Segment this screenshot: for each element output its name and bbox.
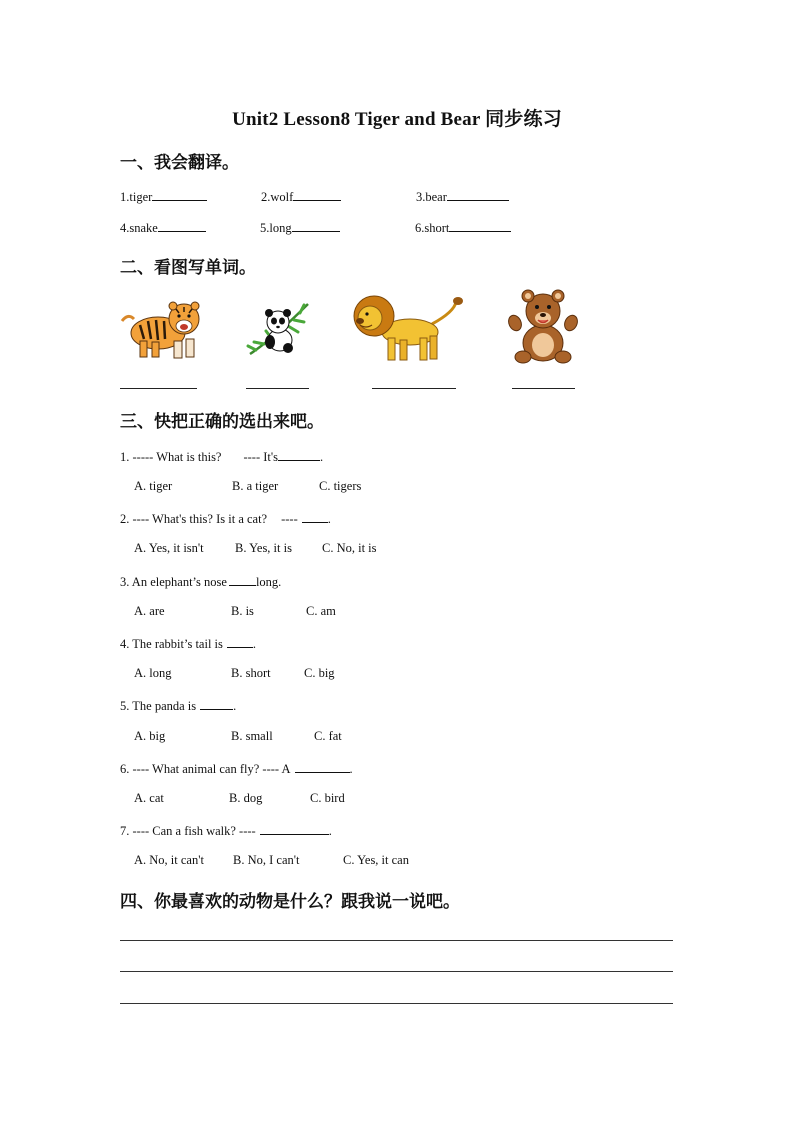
translate-item-4: 4.snake (120, 219, 206, 236)
option[interactable]: C. big (304, 666, 335, 680)
picture-answer-line-1[interactable] (120, 388, 197, 389)
section-1-heading: 一、我会翻译。 (120, 153, 239, 173)
option[interactable]: B. Yes, it is (235, 541, 292, 555)
option[interactable]: A. are (134, 604, 165, 618)
answer-blank[interactable] (278, 448, 320, 461)
writing-line-3[interactable] (120, 1003, 673, 1004)
writing-line-2[interactable] (120, 971, 673, 972)
option[interactable]: A. long (134, 666, 172, 680)
option[interactable]: A. cat (134, 791, 164, 805)
option[interactable]: A. big (134, 729, 166, 743)
option[interactable]: C. Yes, it can (343, 853, 409, 867)
picture-answer-line-3[interactable] (372, 388, 456, 389)
translate-item-1: 1.tiger (120, 188, 207, 205)
section-4-heading: 四、你最喜欢的动物是什么？跟我说一说吧。 (120, 892, 460, 912)
picture-answer-line-2[interactable] (246, 388, 309, 389)
answer-blank[interactable] (152, 188, 207, 201)
answer-blank[interactable] (295, 760, 350, 773)
option[interactable]: B. small (231, 729, 273, 743)
option[interactable]: A. No, it can't (134, 853, 204, 867)
page-title: Unit2 Lesson8 Tiger and Bear 同步练习 (232, 109, 562, 130)
option[interactable]: A. Yes, it isn't (134, 541, 204, 555)
option[interactable]: C. am (306, 604, 336, 618)
translate-item-6: 6.short (415, 219, 511, 236)
question-7: 7. ---- Can a fish walk? ---- . (120, 824, 332, 838)
answer-blank[interactable] (200, 697, 233, 710)
question-3: 3. An elephant’s nose long. (120, 575, 282, 589)
question-2: 2. ---- What's this? Is it a cat? ---- . (120, 512, 331, 526)
option[interactable]: B. dog (229, 791, 263, 805)
section-2-heading: 二、看图写单词。 (120, 258, 256, 278)
option[interactable]: B. a tiger (232, 479, 279, 493)
translate-item-3: 3.bear (416, 188, 509, 205)
answer-blank[interactable] (158, 219, 206, 232)
answer-blank[interactable] (260, 822, 329, 835)
translate-item-5: 5.long (260, 219, 340, 236)
question-4: 4. The rabbit’s tail is . (120, 637, 257, 651)
option[interactable]: A. tiger (134, 479, 173, 493)
answer-blank[interactable] (227, 635, 253, 648)
panda-icon (244, 298, 312, 362)
bear-icon (506, 285, 580, 365)
picture-answer-line-4[interactable] (512, 388, 575, 389)
option[interactable]: B. No, I can't (233, 853, 300, 867)
question-5: 5. The panda is . (120, 699, 237, 713)
answer-blank[interactable] (293, 188, 341, 201)
answer-blank[interactable] (229, 573, 256, 586)
lion-icon (350, 290, 468, 366)
tiger-icon (118, 295, 204, 363)
translate-item-2: 2.wolf (261, 188, 341, 205)
option[interactable]: C. No, it is (322, 541, 377, 555)
answer-blank[interactable] (292, 219, 340, 232)
question-6: 6. ---- What animal can fly? ---- A . (120, 762, 353, 776)
option[interactable]: C. bird (310, 791, 345, 805)
option[interactable]: C. fat (314, 729, 342, 743)
answer-blank[interactable] (449, 219, 511, 232)
option[interactable]: C. tigers (319, 479, 362, 493)
question-1: 1. ----- What is this? ---- It's . (120, 450, 324, 464)
section-3-heading: 三、快把正确的选出来吧。 (120, 412, 324, 432)
option[interactable]: B. short (231, 666, 271, 680)
writing-line-1[interactable] (120, 940, 673, 941)
option[interactable]: B. is (231, 604, 254, 618)
answer-blank[interactable] (447, 188, 509, 201)
answer-blank[interactable] (302, 510, 328, 523)
